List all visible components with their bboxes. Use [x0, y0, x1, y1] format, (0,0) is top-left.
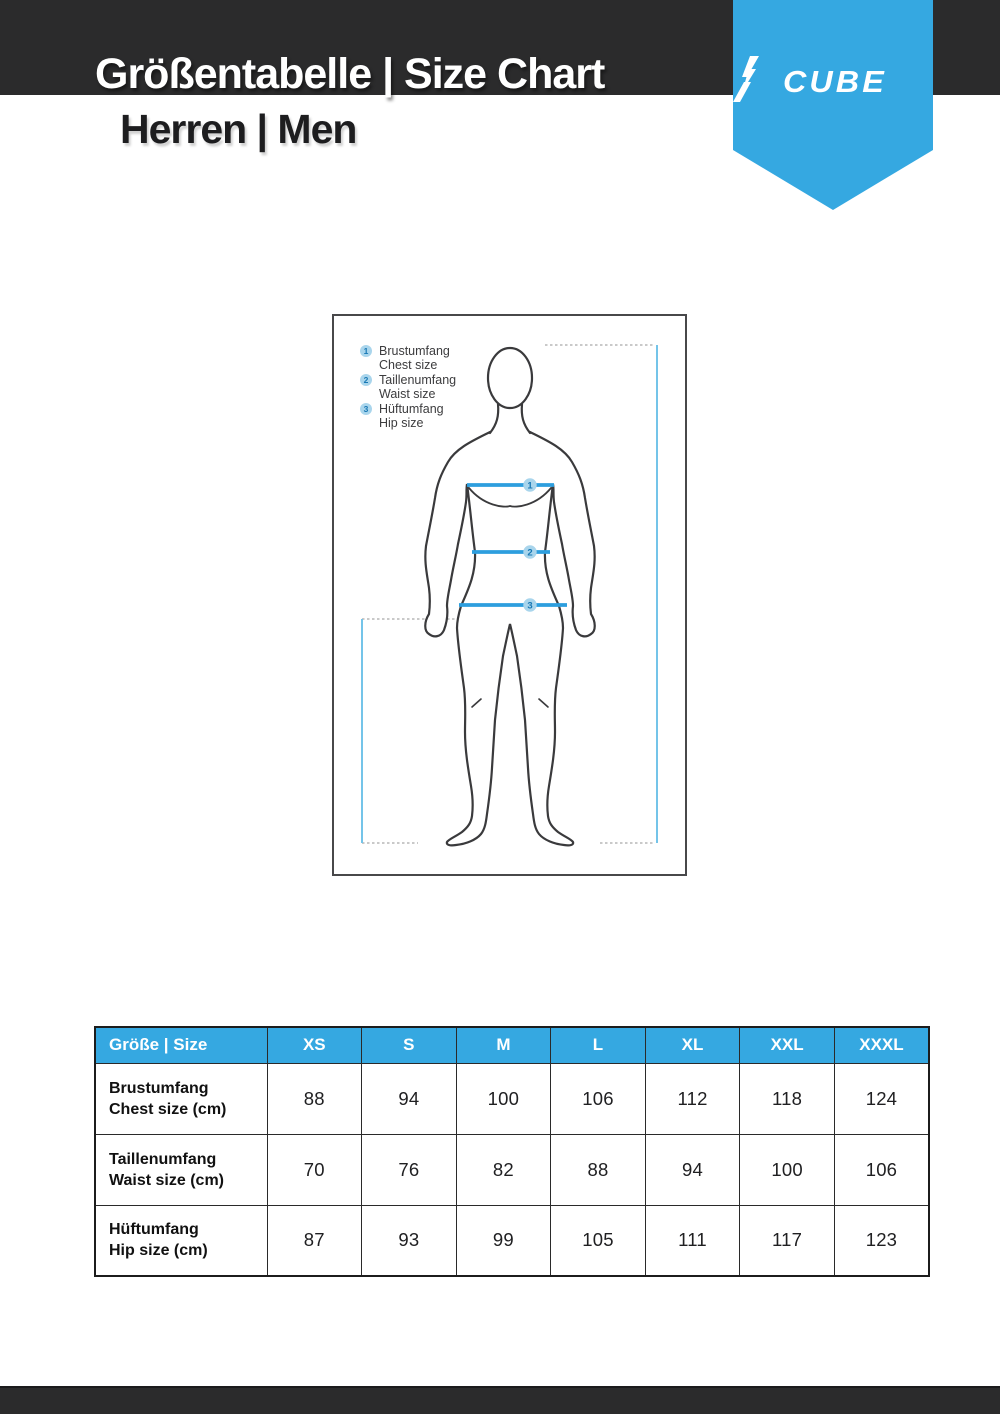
col-header-xs: XS: [267, 1027, 362, 1063]
waist-xl: 94: [645, 1134, 740, 1205]
waist-xxl: 100: [740, 1134, 835, 1205]
hip-l: 105: [551, 1205, 646, 1276]
chest-line-badge: 1: [527, 480, 533, 492]
table-row-waist: [95, 1134, 929, 1205]
col-header-l: L: [551, 1027, 646, 1063]
hip-xs: 87: [267, 1205, 362, 1276]
legend-item-chest: [360, 344, 456, 372]
hip-xxl: 117: [740, 1205, 835, 1276]
hip-line-badge: 3: [527, 600, 533, 612]
size-table: [94, 1026, 930, 1277]
chest-xl: 112: [645, 1063, 740, 1134]
diagram-legend: [360, 344, 456, 431]
chest-xs: 88: [267, 1063, 362, 1134]
chest-m: 100: [456, 1063, 551, 1134]
chest-s: 94: [362, 1063, 457, 1134]
row-label-waist: Taillenumfang Waist size (cm): [95, 1134, 267, 1205]
page-title: Größentabelle | Size Chart: [95, 50, 605, 98]
legend-label-en: Waist size: [379, 387, 436, 401]
legend-label-en: Hip size: [379, 416, 424, 430]
cube-logo-wordmark: CUBE: [783, 63, 887, 99]
legend-item-hip: [360, 402, 456, 430]
waist-l: 88: [551, 1134, 646, 1205]
legend-badge-2: 2: [360, 374, 372, 386]
chest-l: 106: [551, 1063, 646, 1134]
waist-m: 82: [456, 1134, 551, 1205]
row-label-chest: Brustumfang Chest size (cm): [95, 1063, 267, 1134]
hip-s: 93: [362, 1205, 457, 1276]
table-row-chest: [95, 1063, 929, 1134]
hip-xxxl: 123: [834, 1205, 929, 1276]
legend-badge-1: 1: [360, 345, 372, 357]
legend-label-de: Taillenumfang: [379, 373, 457, 387]
hip-m: 99: [456, 1205, 551, 1276]
table-row-hip: [95, 1205, 929, 1276]
legend-badge-3: 3: [360, 403, 372, 415]
cube-logo-icon: [733, 56, 759, 102]
col-header-xl: XL: [645, 1027, 740, 1063]
legend-label-de: Hüftumfang: [379, 402, 444, 416]
footer-bar: [0, 1386, 1000, 1414]
page-subtitle: Herren | Men: [120, 106, 357, 152]
col-header-xxxl: XXXL: [834, 1027, 929, 1063]
hip-xl: 111: [645, 1205, 740, 1276]
measurement-diagram: [332, 314, 687, 876]
legend-label-en: Chest size: [379, 358, 438, 372]
cube-logo: [733, 56, 933, 106]
waist-line-badge: 2: [527, 547, 533, 559]
legend-item-waist: [360, 373, 456, 401]
col-header-xxl: XXL: [740, 1027, 835, 1063]
chest-xxl: 118: [740, 1063, 835, 1134]
waist-s: 76: [362, 1134, 457, 1205]
col-header-m: M: [456, 1027, 551, 1063]
row-label-hip: Hüftumfang Hip size (cm): [95, 1205, 267, 1276]
waist-xxxl: 106: [834, 1134, 929, 1205]
brand-ribbon: [733, 0, 933, 210]
waist-xs: 70: [267, 1134, 362, 1205]
size-table-corner-header: Größe | Size: [95, 1027, 267, 1063]
chest-xxxl: 124: [834, 1063, 929, 1134]
size-table-header-row: [95, 1027, 929, 1063]
col-header-s: S: [362, 1027, 457, 1063]
legend-label-de: Brustumfang: [379, 344, 450, 358]
